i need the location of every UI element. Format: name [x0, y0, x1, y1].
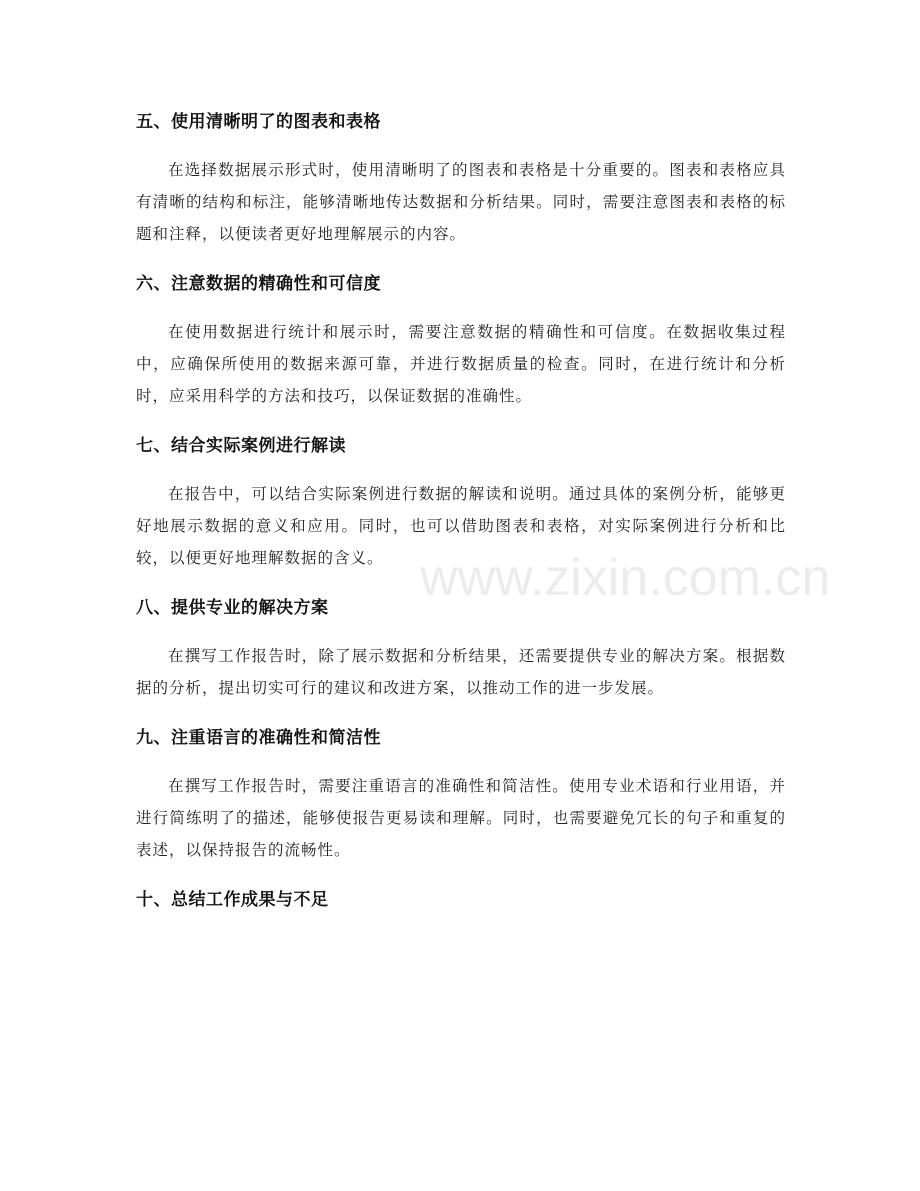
section-heading: 六、注意数据的精确性和可信度: [136, 274, 381, 294]
section-5: [136, 108, 786, 250]
section-7: [136, 432, 786, 574]
section-paragraph: 在选择数据展示形式时，使用清晰明了的图表和表格是十分重要的。图表和表格应具有清晰的结构和标注，能够清晰地传达数据和分析结果。同时，需要注意图表和表格的标题和注释，以便读者更好地理解展示的内容。: [136, 161, 786, 243]
section-heading: 九、注重语言的准确性和简洁性: [136, 728, 381, 748]
watermark: www.zixin.com.cn: [420, 549, 831, 607]
section-paragraph: 在撰写工作报告时，需要注重语言的准确性和简洁性。使用专业术语和行业用语，并进行简练明了的描述，能够使报告更易读和理解。同时，也需要避免冗长的句子和重复的表述，以保持报告的流畅性。: [136, 777, 786, 859]
document-body: [136, 108, 786, 932]
section-heading: 七、结合实际案例进行解读: [136, 436, 346, 456]
section-paragraph: 在撰写工作报告时，除了展示数据和分析结果，还需要提供专业的解决方案。根据数据的分析，提出切实可行的建议和改进方案，以推动工作的进一步发展。: [136, 647, 786, 697]
section-heading: 十、总结工作成果与不足: [136, 890, 329, 910]
section-9: [136, 724, 786, 866]
section-paragraph: 在使用数据进行统计和展示时，需要注意数据的精确性和可信度。在数据收集过程中，应确保所使用的数据来源可靠，并进行数据质量的检查。同时，在进行统计和分析时，应采用科学的方法和技巧，以保证数据的准确性。: [136, 323, 786, 405]
section-paragraph: 在报告中，可以结合实际案例进行数据的解读和说明。通过具体的案例分析，能够更好地展示数据的意义和应用。同时，也可以借助图表和表格，对实际案例进行分析和比较，以便更好地理解数据的含义。: [136, 485, 786, 567]
section-heading: 五、使用清晰明了的图表和表格: [136, 112, 381, 132]
section-heading: 八、提供专业的解决方案: [136, 598, 329, 618]
section-8: [136, 594, 786, 704]
section-10: [136, 886, 786, 914]
section-6: [136, 270, 786, 412]
